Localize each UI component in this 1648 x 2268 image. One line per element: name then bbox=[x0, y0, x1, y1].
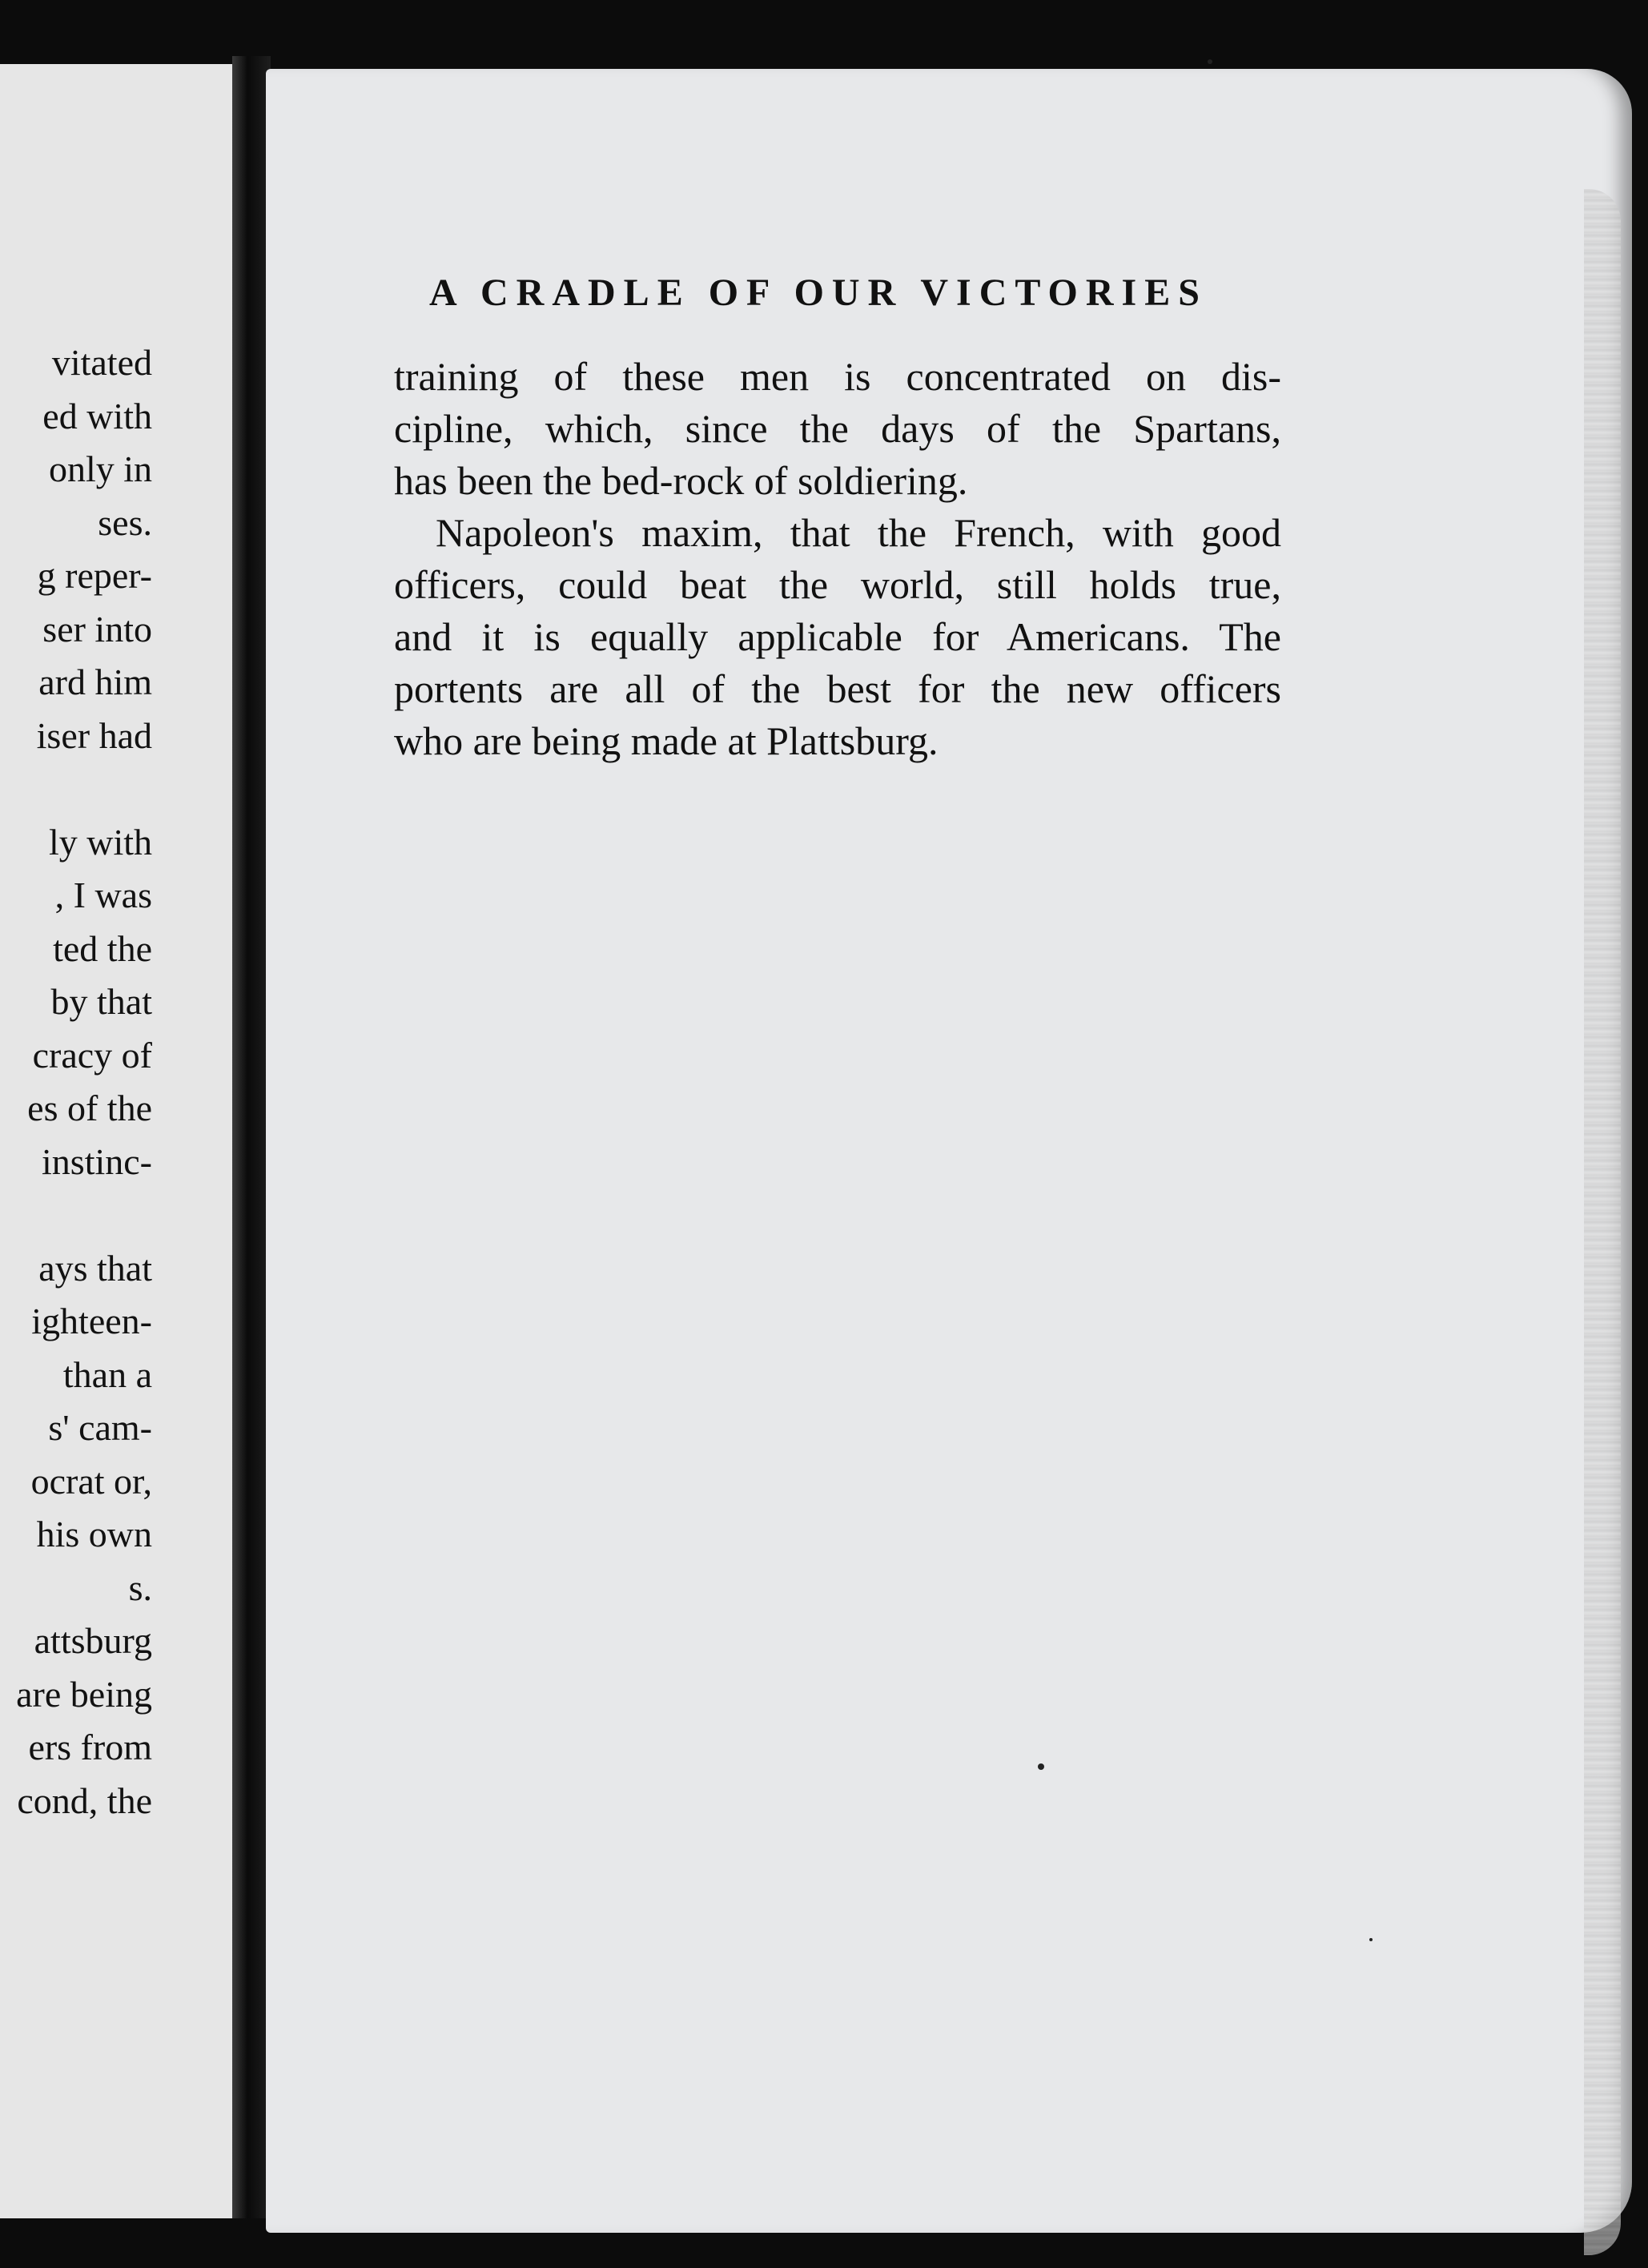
running-head: A CRADLE OF OUR VICTORIES bbox=[429, 271, 1208, 314]
text-line: Napoleon's maxim, that the French, with good bbox=[436, 510, 1281, 555]
ink-speck bbox=[1208, 59, 1212, 64]
left-line: ers from bbox=[28, 1727, 152, 1767]
left-line: s. bbox=[128, 1566, 152, 1608]
page-edge-shading bbox=[1584, 189, 1621, 2255]
left-line: ays that bbox=[38, 1247, 152, 1289]
left-line: instinc- bbox=[42, 1140, 152, 1182]
left-line: s' cam- bbox=[48, 1407, 152, 1448]
text-line: portents are all of the best for the new officers bbox=[394, 666, 1281, 711]
left-line: his own bbox=[36, 1514, 152, 1554]
left-line: vitated bbox=[51, 342, 152, 383]
book-gutter bbox=[232, 56, 271, 2218]
left-line: only in bbox=[48, 448, 152, 489]
paragraph bbox=[394, 507, 1281, 767]
left-line bbox=[0, 1188, 152, 1242]
text-line: training of these men is concentrated on dis- bbox=[394, 354, 1281, 399]
left-line: ighteen- bbox=[31, 1301, 152, 1341]
left-line: ses. bbox=[98, 501, 152, 543]
text-line: cipline, which, since the days of the Spartans, bbox=[394, 406, 1281, 451]
left-line: are being bbox=[16, 1673, 152, 1715]
left-page-text bbox=[0, 336, 152, 1828]
right-page bbox=[266, 69, 1632, 2233]
text-line: who are being made at Plattsburg. bbox=[394, 718, 939, 763]
left-line: ser into bbox=[42, 608, 152, 649]
left-line: than a bbox=[62, 1353, 152, 1395]
text-line: and it is equally applicable for Americans. The bbox=[394, 614, 1281, 659]
left-line: ted the bbox=[53, 927, 152, 969]
left-line: es of the bbox=[27, 1088, 152, 1128]
ink-speck bbox=[1038, 1763, 1044, 1770]
left-line: ly with bbox=[48, 821, 152, 863]
page-body bbox=[394, 351, 1281, 767]
text-line: has been the bed-rock of soldiering. bbox=[394, 458, 968, 503]
left-line: , I was bbox=[54, 875, 152, 915]
left-line: g reper- bbox=[37, 555, 152, 596]
left-line: ard him bbox=[38, 662, 152, 702]
left-line: iser had bbox=[36, 714, 152, 756]
left-line bbox=[0, 762, 152, 816]
ink-speck bbox=[1369, 1938, 1373, 1941]
left-line: ed with bbox=[42, 395, 152, 436]
left-line: cracy of bbox=[32, 1034, 152, 1076]
left-line: by that bbox=[50, 981, 152, 1022]
text-line: officers, could beat the world, still holds true, bbox=[394, 562, 1281, 607]
paragraph bbox=[394, 351, 1281, 507]
left-facing-page bbox=[0, 64, 239, 2218]
left-line: ocrat or, bbox=[30, 1460, 152, 1502]
left-line: attsburg bbox=[34, 1620, 152, 1661]
left-line: cond, the bbox=[17, 1779, 152, 1821]
